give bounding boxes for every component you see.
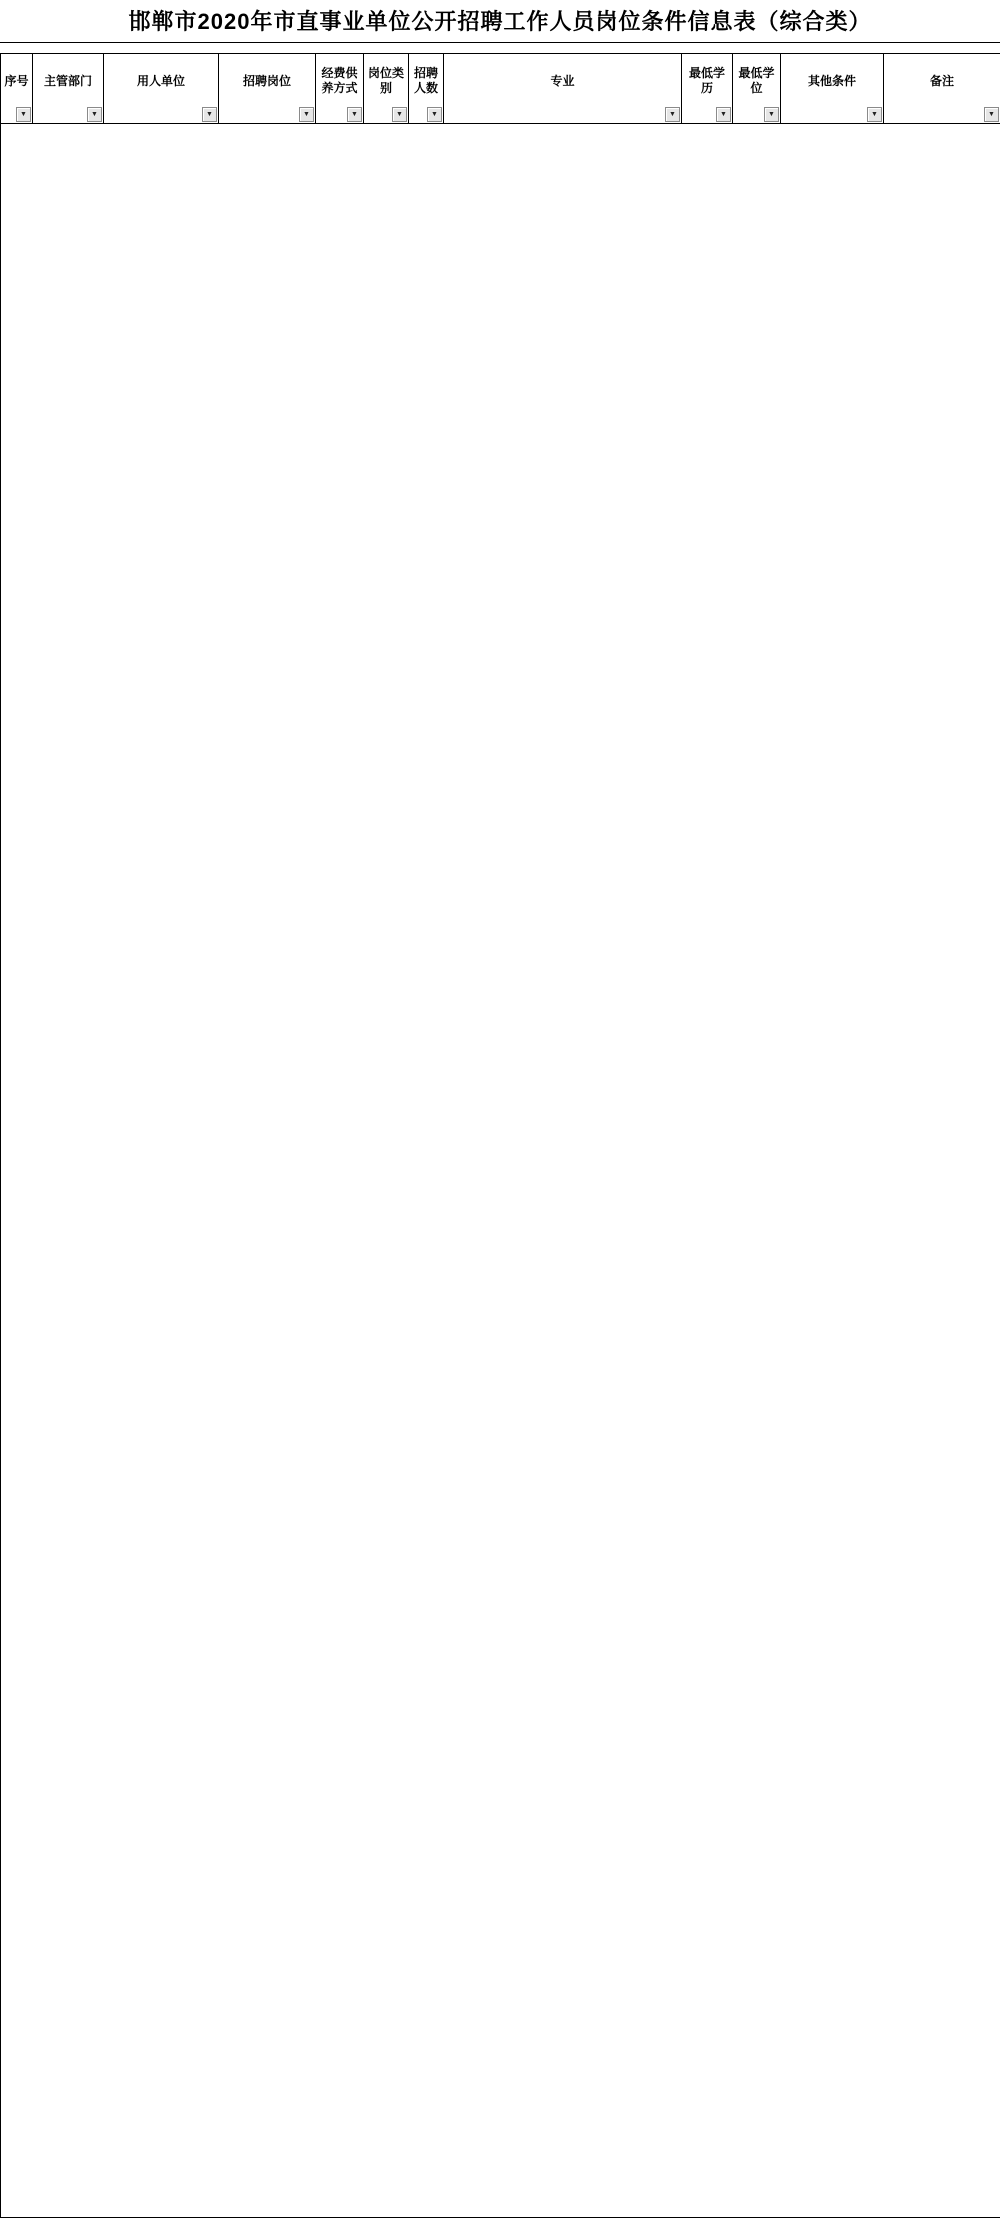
table-row — [1, 1768, 1000, 1793]
column-header-label: 招聘人数 — [414, 66, 438, 95]
table-row — [1, 309, 1000, 432]
filter-dropdown-icon-funding[interactable]: ▼ — [347, 107, 362, 122]
table-row — [1, 1470, 1000, 1518]
filter-dropdown-icon-serial[interactable]: ▼ — [16, 107, 31, 122]
column-header-label: 用人单位 — [137, 74, 185, 88]
table-row — [1, 968, 1000, 1003]
column-header-min-education — [682, 54, 733, 124]
column-header-funding — [316, 54, 364, 124]
table-row — [1, 1196, 1000, 1250]
table-row — [1, 1102, 1000, 1149]
table-row — [1, 1070, 1000, 1102]
table-row — [1, 1003, 1000, 1038]
table-row — [1, 933, 1000, 968]
filter-dropdown-icon-remarks[interactable]: ▼ — [984, 107, 999, 122]
table-row — [1, 896, 1000, 933]
column-header-label: 最低学历 — [689, 66, 725, 95]
table-row — [1, 861, 1000, 896]
table-row — [1, 1943, 1000, 1985]
filter-dropdown-icon-min-education[interactable]: ▼ — [716, 107, 731, 122]
table-row — [1, 1793, 1000, 1886]
table-row — [1, 1321, 1000, 1350]
table-row — [1, 1556, 1000, 1590]
table-row — [1, 432, 1000, 507]
filter-dropdown-icon-position[interactable]: ▼ — [299, 107, 314, 122]
column-header-label: 序号 — [4, 74, 28, 88]
filter-dropdown-icon-employer[interactable]: ▼ — [202, 107, 217, 122]
table-row — [1, 1038, 1000, 1070]
table-row — [1, 1424, 1000, 1470]
table-row — [1, 2147, 1000, 2191]
column-header-label: 最低学位 — [738, 66, 774, 95]
table-row — [1, 507, 1000, 598]
title-gap — [0, 43, 1000, 53]
column-widths — [1, 54, 1000, 2218]
filter-dropdown-icon-min-degree[interactable]: ▼ — [764, 107, 779, 122]
filter-dropdown-icon-other-conditions[interactable]: ▼ — [867, 107, 882, 122]
table-row — [1, 598, 1000, 696]
table-row — [1, 2077, 1000, 2103]
column-header-label: 专业 — [550, 74, 574, 88]
column-header-remarks — [884, 54, 1000, 124]
table-row — [1, 1293, 1000, 1321]
page-title: 邯郸市2020年市直事业单位公开招聘工作人员岗位条件信息表（综合类） — [0, 0, 1000, 43]
column-header-serial — [1, 54, 33, 124]
table-row — [1, 1393, 1000, 1424]
table-row — [1, 2033, 1000, 2077]
table-row — [1, 1700, 1000, 1745]
table-row — [1, 1886, 1000, 1943]
table-row — [1, 1518, 1000, 1556]
column-header-department — [33, 54, 104, 124]
table-body — [1, 124, 1000, 2218]
table-row — [1, 124, 1000, 193]
table-row — [1, 696, 1000, 759]
table-header — [1, 54, 1000, 124]
filter-dropdown-icon-headcount[interactable]: ▼ — [427, 107, 442, 122]
table-row — [1, 1590, 1000, 1640]
filter-dropdown-icon-department[interactable]: ▼ — [87, 107, 102, 122]
column-header-employer — [104, 54, 219, 124]
table-row — [1, 1670, 1000, 1700]
table-row — [1, 2103, 1000, 2147]
table-row — [1, 193, 1000, 309]
filter-dropdown-icon-category[interactable]: ▼ — [392, 107, 407, 122]
column-header-label: 岗位类别 — [368, 66, 404, 95]
column-header-label: 备注 — [930, 74, 954, 88]
column-header-min-degree — [733, 54, 781, 124]
table-row — [1, 826, 1000, 861]
table-row — [1, 1985, 1000, 2033]
table-row — [1, 1350, 1000, 1393]
filter-dropdown-icon-major[interactable]: ▼ — [665, 107, 680, 122]
job-table — [0, 53, 1000, 2218]
column-header-label: 招聘岗位 — [243, 74, 291, 88]
column-header-position — [219, 54, 316, 124]
table-row — [1, 1745, 1000, 1768]
table-row — [1, 759, 1000, 826]
column-header-category — [364, 54, 409, 124]
column-header-other-conditions — [781, 54, 884, 124]
table-row — [1, 1640, 1000, 1670]
table-row — [1, 1149, 1000, 1196]
column-header-label: 经费供养方式 — [321, 66, 357, 95]
column-header-headcount — [409, 54, 444, 124]
total-row — [1, 2191, 1000, 2218]
column-header-label: 其他条件 — [808, 74, 856, 88]
column-header-major — [444, 54, 682, 124]
column-header-label: 主管部门 — [44, 74, 92, 88]
table-row — [1, 1250, 1000, 1293]
